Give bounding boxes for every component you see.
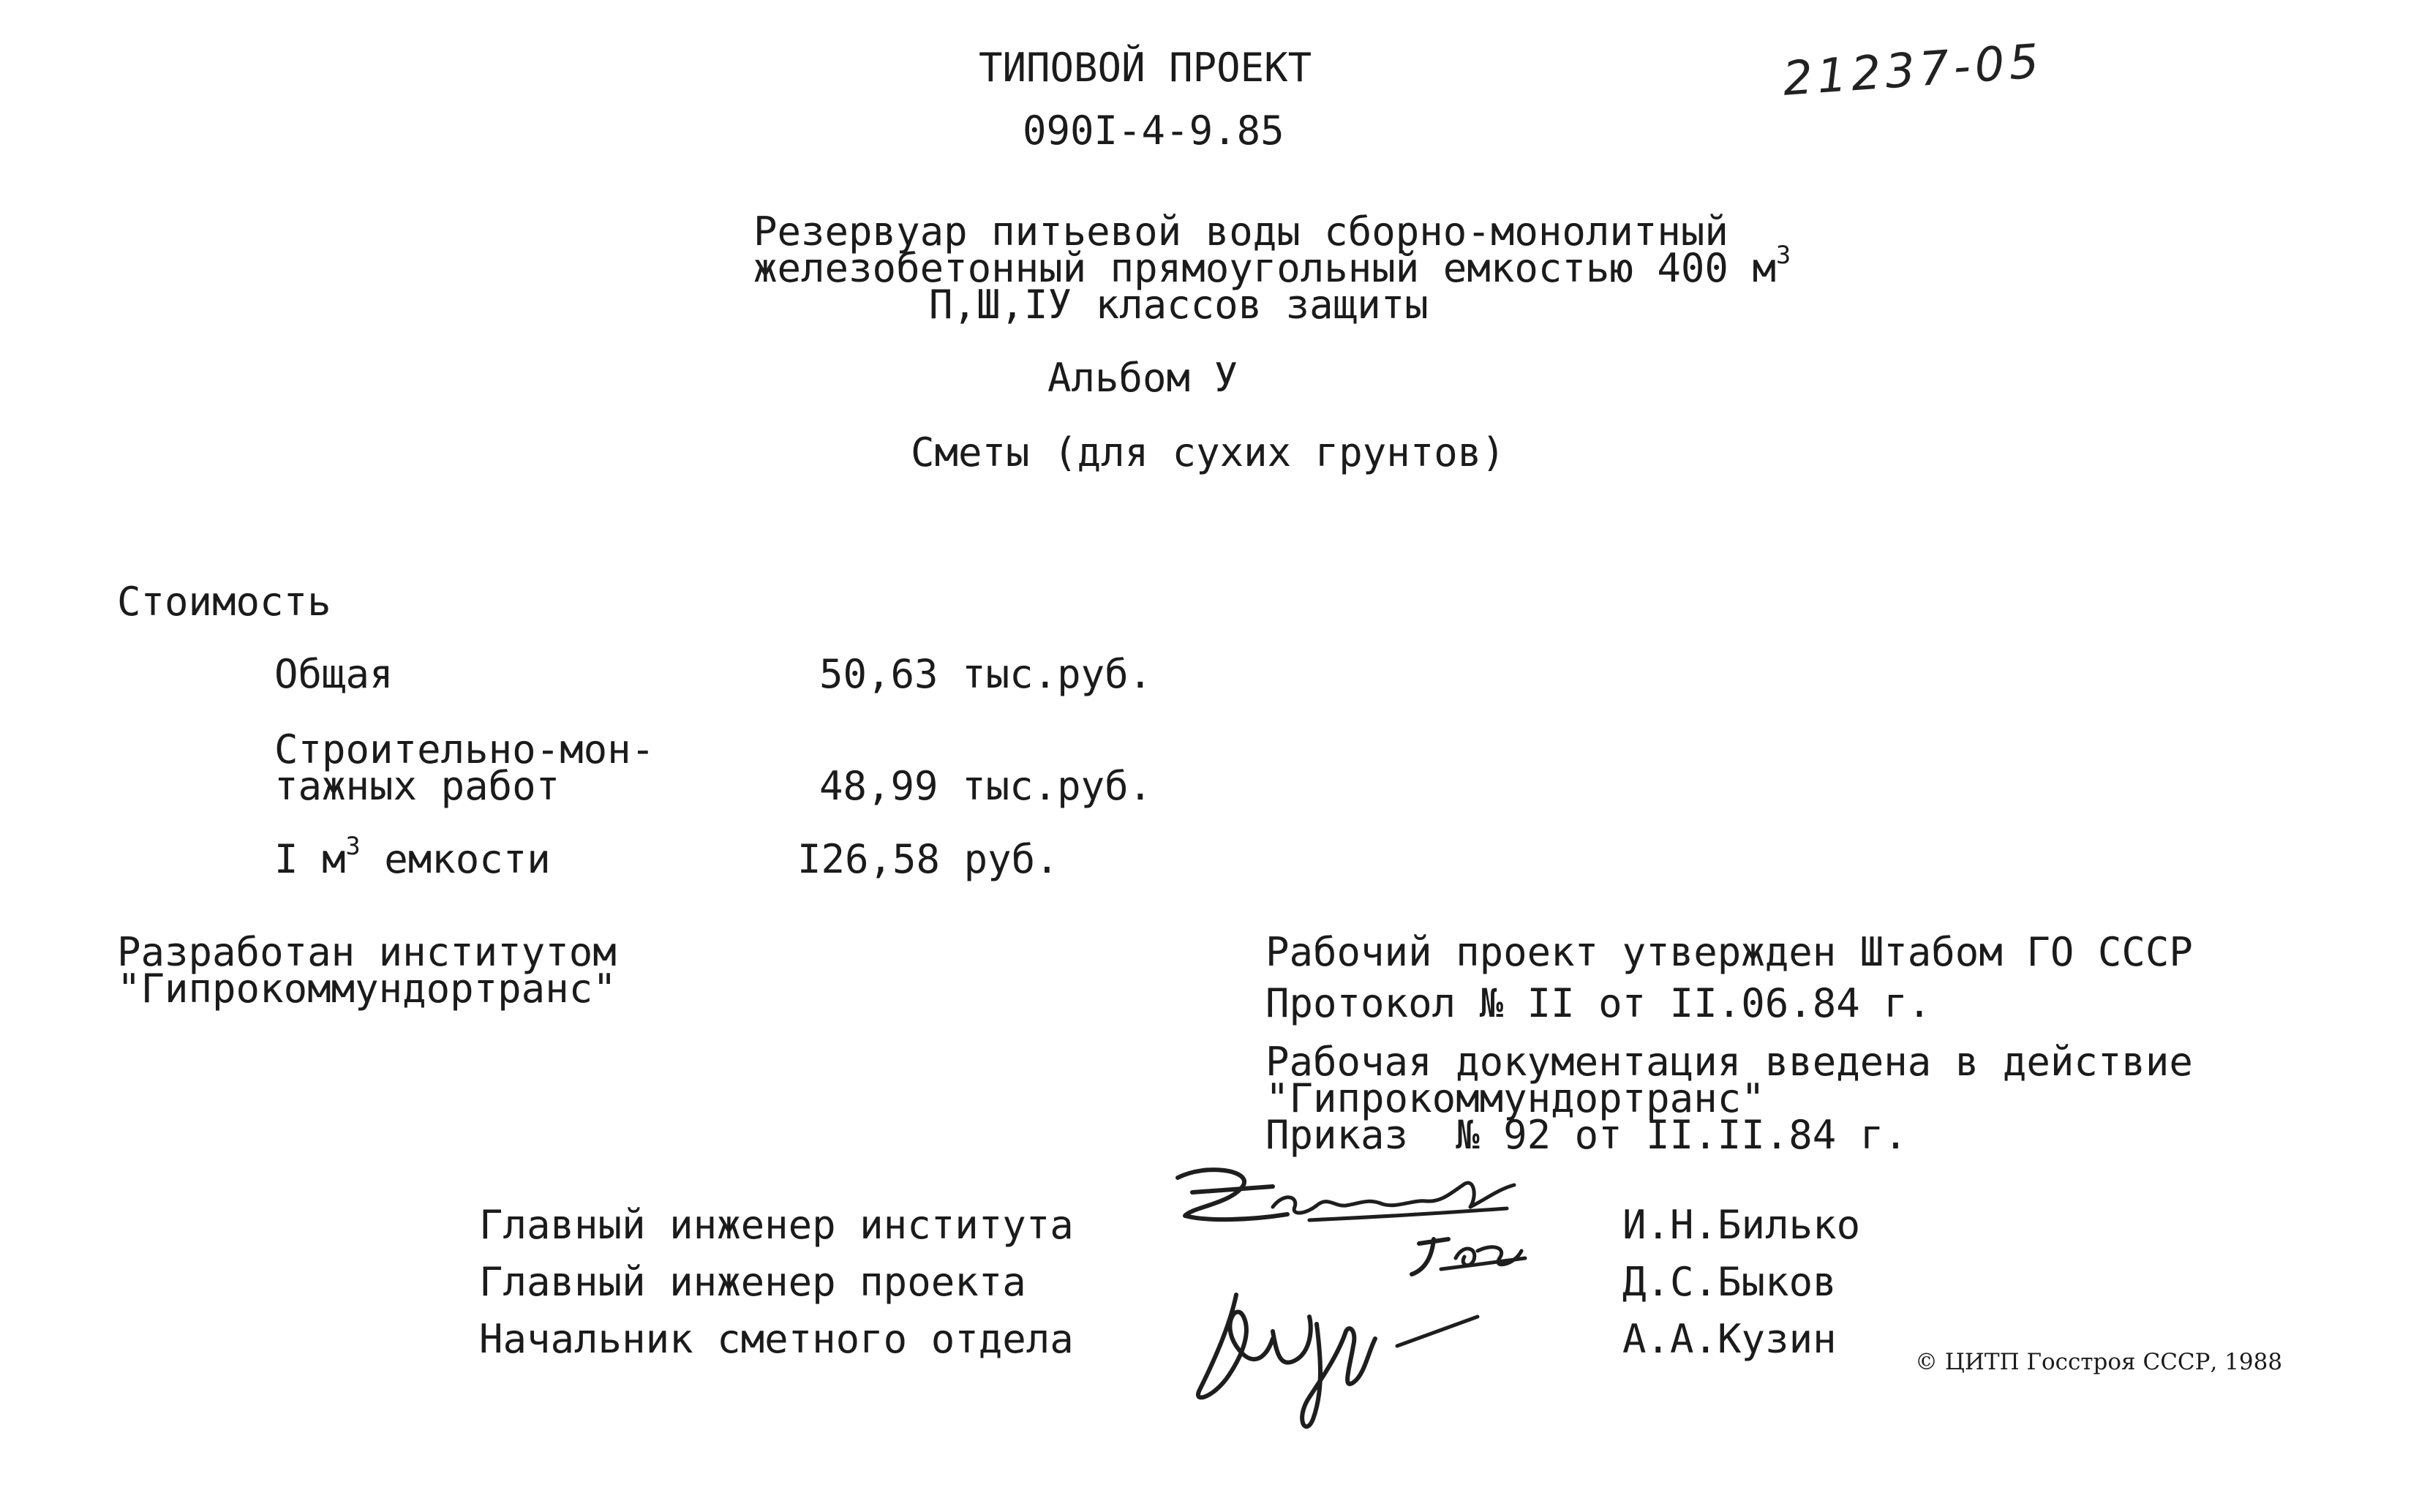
title-line-1: Резервуар питьевой воды сборно-монолитный [753,208,1728,255]
signatory-name-bilko: И.Н.Билько [1622,1202,1861,1248]
approval-protocol: Протокол № II от II.06.84 г. [1265,980,1932,1026]
handwritten-archive-number: 21237-05 [1781,34,2045,107]
cost-construction-value: 48,99 тыс.руб. [819,763,1153,809]
project-type-heading: ТИПОВОЙ ПРОЕКТ [979,45,1312,91]
cost-cube-superscript: 3 [345,831,361,860]
cost-construction-label-line-1: Строительно-мон- [274,726,655,772]
approval-line-3: Рабочая документация введена в действие [1265,1039,2193,1085]
approval-line-1: Рабочий проект утвержден Штабом ГО СССР [1265,929,2193,975]
signatory-role-chief-engineer-project: Главный инженер проекта [479,1259,1026,1305]
cost-total-label: Общая [274,651,394,697]
cost-heading: Стоимость [117,579,331,625]
approval-line-4: "Гипрокоммундортранс" [1265,1075,1765,1121]
signatory-name-kuzin: А.А.Кузин [1622,1316,1837,1362]
title-cube-superscript: 3 [1775,240,1791,269]
cost-total-value: 50,63 тыс.руб. [819,651,1153,697]
title-line-3: П,Ш,IУ классов защиты [929,282,1429,328]
project-number: 090I-4-9.85 [1023,108,1284,154]
cost-construction-label-line-2: тажных работ [274,763,560,809]
signatory-role-estimate-head: Начальник сметного отдела [479,1316,1074,1362]
document-subtitle: Сметы (для сухих грунтов) [911,429,1505,475]
approval-order: Приказ № 92 от II.II.84 г. [1265,1112,1908,1158]
developer-line-2: "Гипрокоммундортранс" [117,966,617,1012]
signature-kuzin-icon [1185,1273,1492,1441]
album-label: Альбом У [1047,355,1238,401]
developer-line-1: Разработан институтом [117,929,617,975]
copyright-notice: © ЦИТП Госстроя СССР, 1988 [1915,1349,2283,1375]
cost-per-cubic-meter-value: I26,58 руб. [797,836,1059,882]
cost-per-cubic-meter-label: I $м^3$ емкости [274,831,551,882]
signatory-name-bykov: Д.С.Быков [1622,1259,1837,1305]
title-line-2: железобетонный прямоугольный емкостью 400 $м^3$ [753,240,1791,291]
signatory-role-chief-engineer-institute: Главный инженер института [479,1202,1074,1248]
